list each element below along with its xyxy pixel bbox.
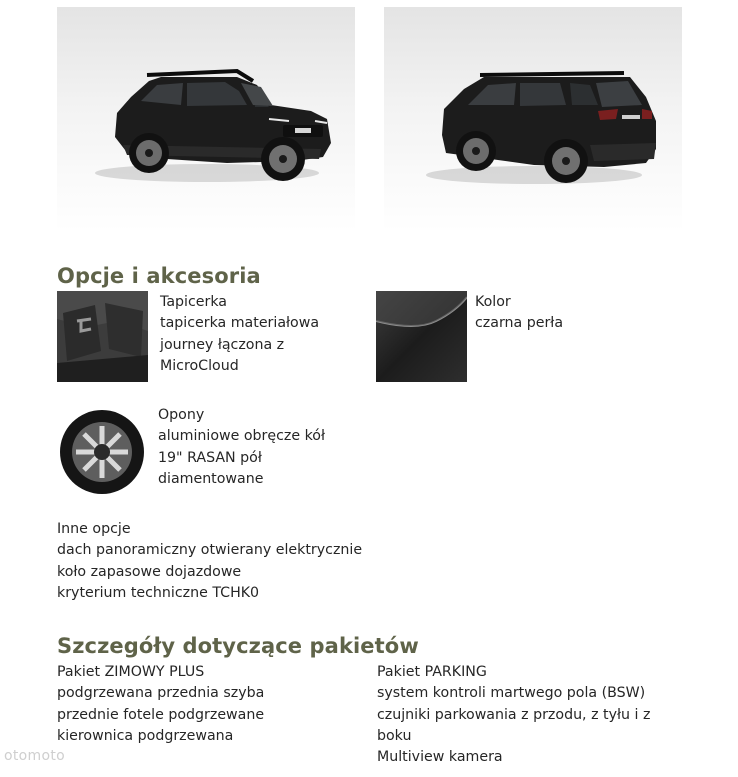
upholstery-value-line: tapicerka materiałowa bbox=[160, 315, 320, 332]
other-option-item: dach panoramiczny otwierany elektrycznie bbox=[57, 542, 363, 559]
car-photo-rear[interactable] bbox=[384, 7, 682, 232]
other-option-item: kryterium techniczne TCHK0 bbox=[57, 584, 260, 601]
other-options-title: Inne opcje bbox=[57, 521, 131, 537]
paint-swatch-icon bbox=[376, 291, 467, 382]
package-item: czujniki parkowania z przodu, z tyłu i z bbox=[377, 706, 651, 723]
upholstery-option bbox=[160, 292, 350, 377]
car-photo-front[interactable] bbox=[57, 7, 355, 232]
wheel-icon bbox=[57, 404, 148, 495]
color-option bbox=[475, 292, 675, 335]
package-winter-title: Pakiet ZIMOWY PLUS bbox=[57, 664, 205, 680]
tyres-value-line: 19" RASAN pół bbox=[158, 449, 262, 466]
car-front-illustration bbox=[57, 7, 355, 232]
packages-heading: Szczegóły dotyczące pakietów bbox=[57, 634, 419, 658]
package-item: boku bbox=[377, 727, 412, 744]
other-option-item: koło zapasowe dojazdowe bbox=[57, 563, 242, 580]
package-parking-title: Pakiet PARKING bbox=[377, 664, 487, 680]
package-item: podgrzewana przednia szyba bbox=[57, 685, 265, 702]
upholstery-value-line: MicroCloud bbox=[160, 357, 239, 374]
upholstery-title: Tapicerka bbox=[160, 294, 227, 310]
package-winter bbox=[57, 662, 357, 747]
tyres-option bbox=[158, 405, 348, 490]
color-title: Kolor bbox=[475, 294, 511, 310]
upholstery-value-line: journey łączona z bbox=[160, 336, 285, 353]
upholstery-seat-icon bbox=[57, 291, 148, 382]
package-item: kierownica podgrzewana bbox=[57, 727, 234, 744]
color-value: czarna perła bbox=[475, 315, 564, 332]
watermark-logo: otomoto bbox=[4, 748, 65, 764]
tyres-title: Opony bbox=[158, 407, 205, 423]
options-heading: Opcje i akcesoria bbox=[57, 264, 261, 288]
tyres-value-line: aluminiowe obręcze kół bbox=[158, 428, 326, 445]
tyres-value-line: diamentowane bbox=[158, 470, 264, 487]
package-item: przednie fotele podgrzewane bbox=[57, 706, 265, 723]
car-rear-illustration bbox=[384, 7, 682, 232]
package-item: Multiview kamera bbox=[377, 749, 503, 766]
other-options bbox=[57, 519, 387, 604]
package-item: system kontroli martwego pola (BSW) bbox=[377, 685, 646, 702]
package-parking bbox=[377, 662, 677, 768]
